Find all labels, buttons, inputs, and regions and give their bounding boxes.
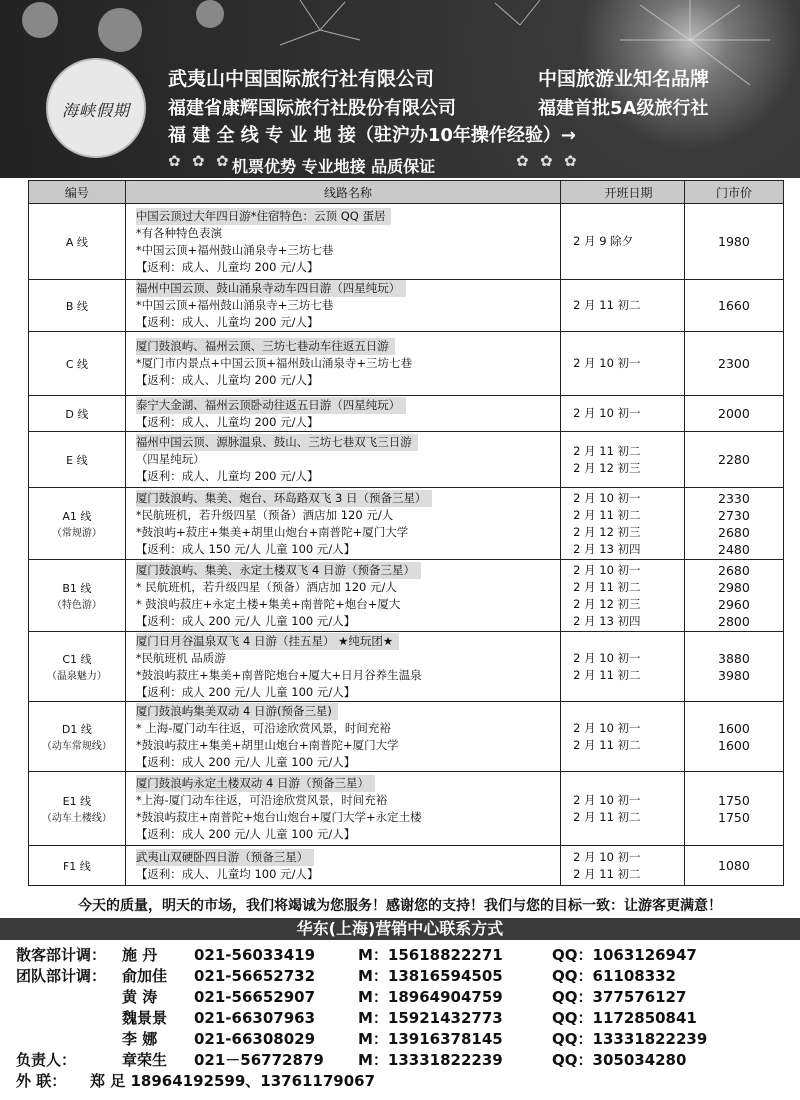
- route-description: [125, 280, 560, 332]
- retail-price: 2330: [718, 490, 750, 506]
- contact-phone: 021-56033419: [194, 946, 316, 964]
- route-code: [29, 432, 126, 488]
- company-name-1: 武夷山中国国际旅行社有限公司: [168, 68, 435, 90]
- outside-value: 郑 足 18964192599、13761179067: [90, 1072, 376, 1090]
- route-title: 厦门鼓浪屿永定土楼双动 4 日游（预备三星）: [136, 775, 375, 792]
- retail-price: 2300: [718, 356, 750, 371]
- route-detail: *上海-厦门动车往返，可沿途欣赏风景，时间充裕: [135, 792, 388, 807]
- route-description: [125, 632, 560, 702]
- departure-date: 2 月 10 初一: [573, 650, 641, 665]
- contact-row: [16, 966, 800, 987]
- slogan: 机票优势 专业地接 品质保证: [232, 157, 436, 176]
- departure-date: 2 月 10 初一: [573, 720, 641, 735]
- departure-date: 2 月 10 初一: [573, 792, 641, 807]
- departure-dates: [561, 772, 685, 846]
- route-title: 厦门鼓浪屿、集美、永定土楼双飞 4 日游（预备三星）: [136, 562, 421, 579]
- retail-price: 2000: [718, 406, 750, 421]
- departure-dates: [561, 432, 685, 488]
- retail-prices: [684, 632, 783, 702]
- header-route: 线路名称: [125, 181, 560, 204]
- retail-prices: [684, 560, 783, 632]
- route-detail: 【返利：成人 200 元/人 儿童 100 元/人】: [135, 684, 356, 699]
- route-description: [125, 846, 560, 886]
- route-detail: *鼓浪屿+菽庄+集美+胡里山炮台+南普陀+厦门大学: [135, 524, 409, 539]
- retail-price: 1980: [718, 234, 750, 249]
- contact-mobile: M：13331822239: [358, 1051, 503, 1069]
- contact-name: 黄 涛: [122, 988, 158, 1006]
- route-detail: 【返利：成人、儿童均 200 元/人】: [135, 315, 319, 329]
- route-description: [125, 396, 560, 432]
- retail-prices: [684, 280, 783, 332]
- route-table: [28, 180, 784, 886]
- route-detail: *有各种特色表演: [135, 225, 223, 240]
- retail-prices: [684, 332, 783, 396]
- route-description: [125, 432, 560, 488]
- table-row: [29, 632, 784, 702]
- route-title: 厦门鼓浪屿、福州云顶、三坊七巷动车往返五日游: [136, 338, 395, 355]
- retail-price: 1660: [718, 298, 750, 313]
- contact-dept: 散客部计调：: [16, 946, 107, 964]
- route-title: 武夷山双硬卧四日游（预备三星）: [136, 849, 315, 866]
- route-detail: 【返利：成人、儿童均 200 元/人】: [135, 259, 319, 274]
- route-category: （常规游）: [51, 528, 102, 539]
- route-code: [29, 280, 126, 332]
- departure-date: 2 月 13 初四: [573, 613, 641, 628]
- route-code-label: E 线: [66, 453, 88, 467]
- flower-icon: ✿: [168, 152, 181, 170]
- contact-name: 章荣生: [122, 1051, 168, 1069]
- retail-price: 2960: [718, 596, 750, 612]
- contact-mobile: M：15618822271: [358, 946, 503, 964]
- departure-date: 2 月 11 初二: [573, 443, 641, 458]
- table-header-row: [29, 181, 784, 204]
- contact-mobile: M：13916378145: [358, 1030, 503, 1048]
- route-detail: *鼓浪屿菽庄+南普陀+炮台山炮台+厦门大学+永定土楼: [135, 809, 422, 824]
- contact-qq: QQ：61108332: [552, 967, 676, 985]
- logo-text: 海峡假期: [61, 101, 130, 120]
- retail-price: 2280: [718, 452, 750, 467]
- departure-date: 2 月 9 除夕: [573, 234, 634, 248]
- departure-date: 2 月 11 初二: [573, 579, 641, 594]
- route-code-label: C1 线: [62, 653, 92, 666]
- route-code: [29, 332, 126, 396]
- route-description: [125, 560, 560, 632]
- route-detail: *鼓浪屿菽庄+集美+南普陀炮台+厦大+日月谷养生温泉: [135, 667, 422, 682]
- route-description: [125, 332, 560, 396]
- route-code: [29, 846, 126, 886]
- flower-icon: ✿: [540, 152, 553, 170]
- contact-name: 俞加佳: [122, 967, 168, 985]
- departure-date: 2 月 10 初一: [573, 490, 641, 505]
- brand-badge-2: 福建首批5A级旅行社: [538, 98, 709, 119]
- route-description: [125, 204, 560, 280]
- header-banner: [0, 0, 800, 178]
- flower-icon: ✿: [216, 152, 229, 170]
- contact-phone: 021-66308029: [194, 1030, 316, 1048]
- table-row: [29, 396, 784, 432]
- retail-price: 3980: [718, 667, 750, 683]
- table-row: [29, 560, 784, 632]
- brand-badge-1: 中国旅游业知名品牌: [538, 68, 710, 90]
- route-detail: * 上海-厦门动车往返，可沿途欣赏风景，时间充裕: [135, 720, 391, 735]
- route-code: [29, 396, 126, 432]
- retail-price: 1750: [718, 792, 750, 808]
- contact-title: 华东(上海)营销中心联系方式: [0, 918, 800, 940]
- retail-price: 1600: [718, 720, 750, 736]
- route-title: 厦门鼓浪屿、集美、炮台、环岛路双飞 3 日（预备三星）: [136, 490, 433, 507]
- departure-dates: [561, 332, 685, 396]
- table-row: [29, 280, 784, 332]
- contact-phone: 021-66307963: [194, 1009, 316, 1027]
- retail-prices: [684, 204, 783, 280]
- retail-price: 3880: [718, 650, 750, 666]
- departure-date: 2 月 10 初一: [573, 849, 641, 864]
- departure-dates: [561, 488, 685, 560]
- departure-date: 2 月 11 初二: [573, 737, 641, 752]
- route-description: [125, 488, 560, 560]
- departure-date: 2 月 11 初二: [573, 667, 641, 682]
- departure-dates: [561, 280, 685, 332]
- departure-date: 2 月 12 初三: [573, 596, 641, 611]
- contact-name: 李 娜: [122, 1030, 158, 1048]
- route-code-label: D1 线: [61, 723, 92, 736]
- route-code-label: B1 线: [62, 582, 92, 595]
- route-category: （动车土楼线）: [41, 813, 112, 824]
- contact-name: 魏景景: [122, 1009, 168, 1027]
- route-code-label: B 线: [65, 299, 88, 313]
- retail-price: 1080: [718, 858, 750, 873]
- contact-dept: 团队部计调：: [16, 967, 107, 985]
- retail-prices: [684, 432, 783, 488]
- departure-dates: [561, 560, 685, 632]
- retail-prices: [684, 846, 783, 886]
- departure-date: 2 月 11 初二: [573, 507, 641, 522]
- header-code: 编号: [29, 181, 126, 204]
- route-code: [29, 632, 126, 702]
- route-code: [29, 702, 126, 772]
- retail-price: 1750: [718, 809, 750, 825]
- company-name-2: 福建省康辉国际旅行社股份有限公司: [168, 98, 456, 119]
- route-detail: 【返利：成人、儿童均 200 元/人】: [135, 469, 319, 483]
- route-title: 厦门日月谷温泉双飞 4 日游（挂五星） ★纯玩团★: [136, 633, 399, 650]
- contact-phone: 021-56652907: [194, 988, 316, 1006]
- route-detail: 【返利：成人 200 元/人 儿童 100 元/人】: [135, 613, 356, 628]
- route-detail: *鼓浪屿菽庄+集美+胡里山炮台+南普陀+厦门大学: [135, 737, 399, 752]
- departure-date: 2 月 13 初四: [573, 541, 641, 556]
- departure-dates: [561, 204, 685, 280]
- route-detail: *民航班机，若升级四星（预备）酒店加 120 元/人: [135, 507, 394, 522]
- route-category: （温泉魅力）: [46, 671, 107, 682]
- contact-row: [16, 1050, 800, 1071]
- route-code-label: F1 线: [62, 859, 91, 873]
- route-detail: 【返利：成人、儿童均 200 元/人】: [135, 373, 319, 387]
- route-detail: * 鼓浪屿菽庄+永定土楼+集美+南普陀+炮台+厦大: [135, 596, 401, 611]
- route-category: （动车常规线）: [41, 741, 112, 752]
- contact-row: [16, 1029, 800, 1050]
- table-row: [29, 772, 784, 846]
- outside-label: 外 联：: [16, 1072, 67, 1090]
- retail-price: 2800: [718, 613, 750, 629]
- contact-list: [16, 945, 800, 1092]
- table-row: [29, 702, 784, 772]
- route-detail: 【返利：成人、儿童均 100 元/人】: [135, 866, 319, 881]
- table-row: [29, 846, 784, 886]
- route-detail: *中国云顶+福州鼓山涌泉寺+三坊七巷: [135, 242, 334, 257]
- retail-price: 2980: [718, 579, 750, 595]
- route-title: 中国云顶过大年四日游*住宿特色：云顶 QQ 蛋居: [136, 208, 392, 225]
- route-title: 厦门鼓浪屿集美双动 4 日游(预备三星): [136, 703, 338, 720]
- retail-prices: [684, 488, 783, 560]
- contact-qq: QQ：377576127: [552, 988, 687, 1006]
- route-code: [29, 560, 126, 632]
- departure-date: 2 月 10 初一: [573, 356, 641, 370]
- retail-price: 2680: [718, 524, 750, 540]
- contact-mobile: M：18964904759: [358, 988, 503, 1006]
- retail-price: 2480: [718, 541, 750, 557]
- retail-price: 2730: [718, 507, 750, 523]
- table-row: [29, 432, 784, 488]
- departure-dates: [561, 396, 685, 432]
- flower-icon: ✿: [564, 152, 577, 170]
- route-description: [125, 772, 560, 846]
- contact-phone: 021－56772879: [194, 1051, 324, 1069]
- departure-date: 2 月 12 初三: [573, 524, 641, 539]
- route-detail: 【返利：成人、儿童均 200 元/人】: [135, 414, 319, 429]
- contact-qq: QQ：13331822239: [552, 1030, 708, 1048]
- route-detail: *厦门市内景点+中国云顶+福州鼓山涌泉寺+三坊七巷: [135, 356, 412, 370]
- contact-row: [16, 945, 800, 966]
- company-logo: [46, 58, 146, 158]
- header-price: 门市价: [684, 181, 783, 204]
- departure-dates: [561, 632, 685, 702]
- retail-price: 1600: [718, 737, 750, 753]
- route-category: （特色游）: [51, 600, 102, 611]
- route-code-label: C 线: [65, 357, 88, 371]
- retail-prices: [684, 702, 783, 772]
- header-date: 开班日期: [561, 181, 685, 204]
- contact-mobile: M：15921432773: [358, 1009, 503, 1027]
- route-code-label: A 线: [65, 235, 88, 249]
- route-detail: * 民航班机，若升级四星（预备）酒店加 120 元/人: [135, 579, 397, 594]
- route-title: 福州中国云顶、鼓山涌泉寺动车四日游（四星纯玩）: [136, 280, 407, 297]
- route-code-label: A1 线: [62, 510, 92, 523]
- departure-dates: [561, 702, 685, 772]
- contact-phone: 021-56652732: [194, 967, 316, 985]
- route-code: [29, 772, 126, 846]
- contact-mobile: M：13816594505: [358, 967, 503, 985]
- contact-name: 施 丹: [122, 946, 158, 964]
- contact-row: [16, 1008, 800, 1029]
- outside-contact: [16, 1071, 800, 1092]
- retail-prices: [684, 772, 783, 846]
- route-description: [125, 702, 560, 772]
- route-detail: （四星纯玩）: [135, 452, 205, 466]
- retail-price: 2680: [718, 562, 750, 578]
- departure-date: 2 月 11 初二: [573, 866, 641, 881]
- retail-prices: [684, 396, 783, 432]
- contact-row: [16, 987, 800, 1008]
- route-code: [29, 204, 126, 280]
- service-line: 福 建 全 线 专 业 地 接（驻沪办10年操作经验）→: [168, 125, 576, 146]
- route-detail: *中国云顶+福州鼓山涌泉寺+三坊七巷: [135, 298, 334, 312]
- contact-dept: 负责人：: [16, 1051, 77, 1069]
- departure-date: 2 月 12 初三: [573, 460, 641, 475]
- thanks-message: 今天的质量，明天的市场，我们将竭诚为您服务！感谢您的支持！我们与您的目标一致：让游客更满意！: [78, 898, 722, 914]
- route-code-label: D 线: [65, 407, 89, 421]
- departure-date: 2 月 10 初一: [573, 406, 641, 420]
- route-title: 福州中国云顶、源脉温泉、鼓山、三坊七巷双飞三日游: [136, 434, 418, 451]
- flower-icon: ✿: [516, 152, 529, 170]
- route-code-label: E1 线: [62, 795, 92, 808]
- departure-date: 2 月 10 初一: [573, 562, 641, 577]
- departure-date: 2 月 11 初二: [573, 809, 641, 824]
- route-detail: 【返利：成人 150 元/人 儿童 100 元/人】: [135, 541, 356, 556]
- route-detail: *民航班机 品质游: [135, 650, 226, 665]
- route-detail: 【返利：成人 200 元/人 儿童 100 元/人】: [135, 826, 356, 841]
- route-code: [29, 488, 126, 560]
- table-row: [29, 204, 784, 280]
- departure-dates: [561, 846, 685, 886]
- route-title: 泰宁大金湖、福州云顶卧动往返五日游（四星纯玩）: [136, 397, 407, 414]
- contact-qq: QQ：305034280: [552, 1051, 687, 1069]
- table-row: [29, 488, 784, 560]
- contact-qq: QQ：1063126947: [552, 946, 697, 964]
- departure-date: 2 月 11 初二: [573, 298, 641, 312]
- table-row: [29, 332, 784, 396]
- flower-icon: ✿: [192, 152, 205, 170]
- route-detail: 【返利：成人 200 元/人 儿童 100 元/人】: [135, 754, 356, 769]
- contact-qq: QQ：1172850841: [552, 1009, 697, 1027]
